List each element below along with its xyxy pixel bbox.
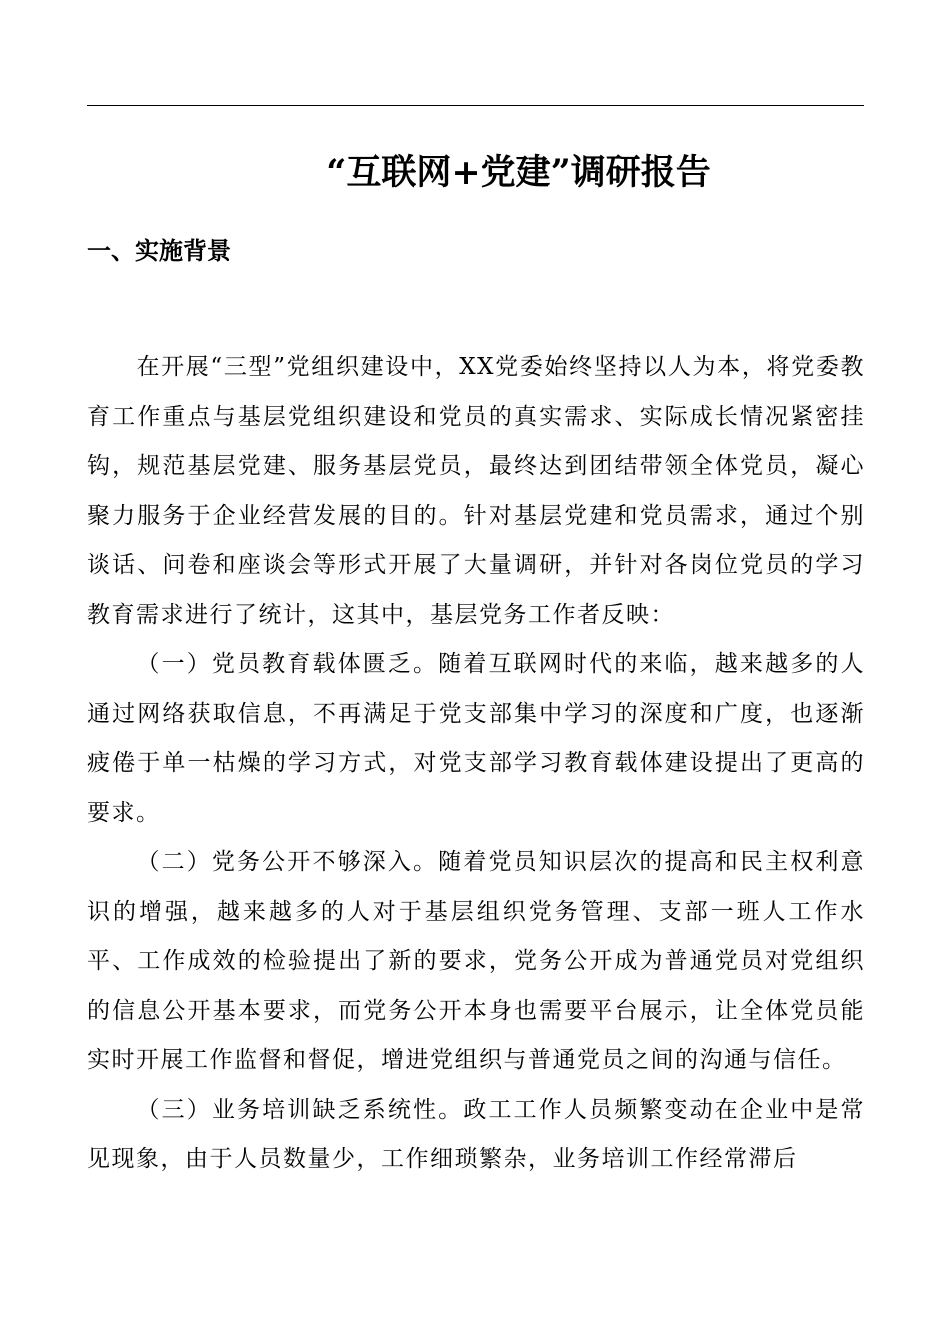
paragraph-point-3: （三）业务培训缺乏系统性。政工工作人员频繁变动在企业中是常见现象，由于人员数量少，工作细琐繁杂，业务培训工作经常滞后 [87, 1096, 865, 1172]
section-heading: 一、实施背景 [87, 237, 231, 265]
document-body [87, 343, 865, 1185]
document-title: “互联网+党建”调研报告 [326, 152, 711, 193]
header-rule [87, 105, 864, 106]
paragraph-point-2: （二）党务公开不够深入。随着党员知识层次的提高和民主权利意识的增强，越来越多的人对于基层组织党务管理、支部一班人工作水平、工作成效的检验提出了新的要求，党务公开成为普通党员对党组织的信息公开基本要求，而党务公开本身也需要平台展示，让全体党员能实时开展工作监督和督促，增进党组织与普通党员之间的沟通与信任。 [87, 849, 865, 1073]
paragraph-background: 在开展“三型”党组织建设中，XX党委始终坚持以人为本，将党委教育工作重点与基层党组织建设和党员的真实需求、实际成长情况紧密挂钩，规范基层党建、服务基层党员，最终达到团结带领全体党员，凝心聚力服务于企业经营发展的目的。针对基层党建和党员需求，通过个别谈话、问卷和座谈会等形式开展了大量调研，并针对各岗位党员的学习教育需求进行了统计，这其中，基层党务工作者反映： [87, 354, 865, 628]
paragraph-point-1: （一）党员教育载体匮乏。随着互联网时代的来临，越来越多的人通过网络获取信息，不再满足于党支部集中学习的深度和广度，也逐渐疲倦于单一枯燥的学习方式，对党支部学习教育载体建设提出了更高的要求。 [87, 651, 865, 826]
